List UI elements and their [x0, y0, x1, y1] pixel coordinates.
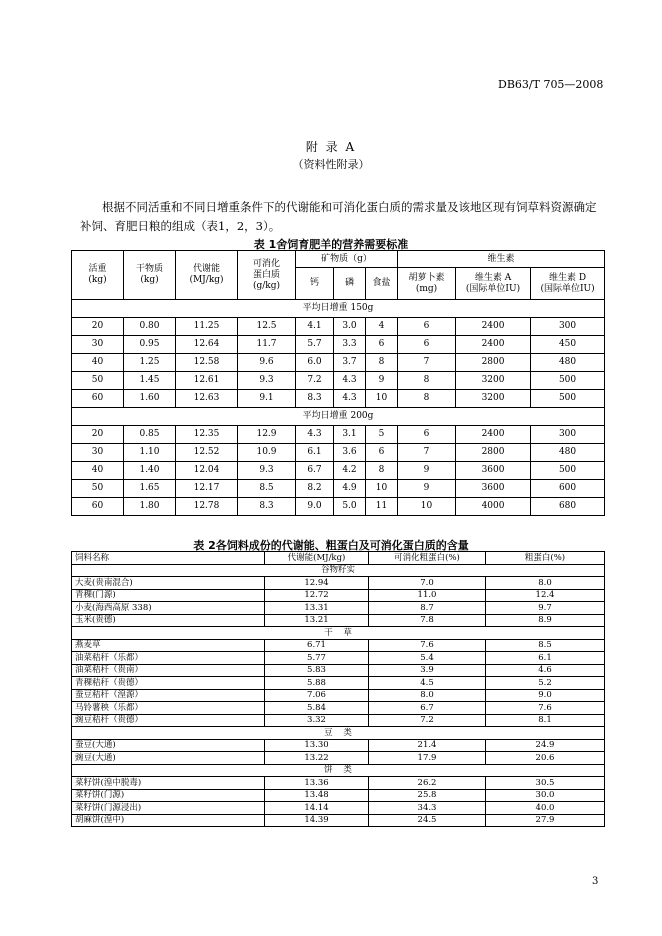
feed-name-cell: 青稞(门源)	[72, 589, 265, 602]
appendix-title: 附 录 A	[305, 140, 357, 154]
table-cell: 8	[366, 462, 398, 480]
feed-name-cell: 油菜秸秆（乐都）	[72, 652, 265, 665]
table-cell: 40	[72, 354, 124, 372]
table-cell: 5.84	[265, 702, 369, 715]
table-cell: 20	[72, 426, 124, 444]
table-cell: 3.7	[334, 354, 366, 372]
appendix-subtitle: （资料性附录）	[292, 158, 370, 171]
table-cell: 8.2	[296, 480, 334, 498]
feed-name-cell: 玉米(贵德)	[72, 614, 265, 627]
feed-name-cell: 小麦(海西高原 338)	[72, 602, 265, 615]
table-cell: 10	[366, 390, 398, 408]
table-cell: 7.0	[369, 577, 486, 590]
intro-paragraph: 根据不同活重和不同日增重条件下的代谢能和可消化蛋白质的需求量及该地区现有饲草料资源确定补饲、育肥日粮的组成（表1，2，3）。	[80, 200, 597, 233]
table-cell: 3600	[456, 480, 531, 498]
table-row	[72, 480, 605, 498]
table-row	[72, 390, 605, 408]
table-cell: 300	[531, 318, 605, 336]
table-cell: 7.6	[486, 702, 605, 715]
table-cell: 4000	[456, 498, 531, 516]
table-cell: 5.7	[296, 336, 334, 354]
table-cell: 8	[366, 354, 398, 372]
table-cell: 6.1	[486, 652, 605, 665]
header-minerals: 矿物质（g）	[296, 251, 398, 268]
table-cell: 6.7	[369, 702, 486, 715]
header-digestible-crude-protein: 可消化粗蛋白(%)	[369, 552, 486, 565]
table-cell: 3.3	[334, 336, 366, 354]
table-cell: 40	[72, 462, 124, 480]
table-cell: 500	[531, 462, 605, 480]
header-crude-protein: 粗蛋白(%)	[486, 552, 605, 565]
table-row	[72, 614, 605, 627]
table-cell: 13.31	[265, 602, 369, 615]
table-cell: 12.35	[176, 426, 238, 444]
table-cell: 30	[72, 444, 124, 462]
table-cell: 3.1	[334, 426, 366, 444]
table-cell: 8.0	[486, 577, 605, 590]
table1-caption: 表 1舍饲育肥羊的营养需要标准	[253, 238, 409, 251]
table-row	[72, 577, 605, 590]
table-cell: 8.5	[486, 639, 605, 652]
header-metabolizable-energy: 代谢能 (MJ/kg)	[176, 251, 238, 300]
table-cell: 11	[366, 498, 398, 516]
feed-name-cell: 蚕豆(大通)	[72, 739, 265, 752]
table-cell: 5.77	[265, 652, 369, 665]
table-cell: 0.80	[124, 318, 176, 336]
table-cell: 10	[398, 498, 456, 516]
table-cell: 9	[398, 480, 456, 498]
header-vitamins: 维生素	[398, 251, 605, 268]
table2-caption: 表 2各饲料成份的代谢能、粗蛋白及可消化蛋白质的含量	[193, 539, 469, 552]
table-cell: 4.2	[334, 462, 366, 480]
table-cell: 50	[72, 480, 124, 498]
table-row	[72, 814, 605, 827]
table-row	[72, 426, 605, 444]
table-row	[72, 714, 605, 727]
table-cell: 5.2	[486, 677, 605, 690]
table-cell: 5.4	[369, 652, 486, 665]
table-cell: 8.9	[486, 614, 605, 627]
table-cell: 3.6	[334, 444, 366, 462]
table-cell: 12.9	[238, 426, 296, 444]
feed-name-cell: 燕麦草	[72, 639, 265, 652]
table-cell: 600	[531, 480, 605, 498]
header-phosphorus: 磷	[334, 268, 366, 300]
table-cell: 6.7	[296, 462, 334, 480]
table-cell: 4.1	[296, 318, 334, 336]
table-cell: 2400	[456, 318, 531, 336]
table-row	[72, 498, 605, 516]
table-cell: 12.52	[176, 444, 238, 462]
feed-name-cell: 马铃薯秧（乐都）	[72, 702, 265, 715]
table-cell: 12.64	[176, 336, 238, 354]
rows-gain-200	[72, 426, 605, 516]
header-energy: 代谢能(MJ/kg)	[265, 552, 369, 565]
header-feed-name: 饲料名称	[72, 552, 265, 565]
table-cell: 13.30	[265, 739, 369, 752]
header-digestible-protein: 可消化 蛋白质 (g/kg)	[238, 251, 296, 300]
header-vitamin-d: 维生素 D (国际单位IU)	[531, 268, 605, 300]
feed-group-title: 干 草	[72, 627, 605, 640]
table-cell: 9.6	[238, 354, 296, 372]
section-gain-200: 平均日增重 200g	[72, 408, 605, 426]
table-cell: 7.6	[369, 639, 486, 652]
feed-composition-table	[71, 551, 605, 827]
table-cell: 3.9	[369, 664, 486, 677]
feed-group-title: 豆 类	[72, 727, 605, 740]
feed-name-cell: 蚕豆秸秆（湟源）	[72, 689, 265, 702]
table-cell: 12.04	[176, 462, 238, 480]
table-cell: 12.94	[265, 577, 369, 590]
table-cell: 60	[72, 390, 124, 408]
table-cell: 30	[72, 336, 124, 354]
table-cell: 9.1	[238, 390, 296, 408]
table-cell: 12.63	[176, 390, 238, 408]
table-cell: 12.78	[176, 498, 238, 516]
table-cell: 1.80	[124, 498, 176, 516]
table-row	[72, 664, 605, 677]
table-cell: 6	[366, 336, 398, 354]
table-row	[72, 372, 605, 390]
table-cell: 7.2	[296, 372, 334, 390]
feed-name-cell: 菜籽饼(湟中脱毒)	[72, 777, 265, 790]
table-cell: 8.7	[369, 602, 486, 615]
table-cell: 9.0	[486, 689, 605, 702]
table-cell: 27.9	[486, 814, 605, 827]
table-cell: 11.7	[238, 336, 296, 354]
feed-name-cell: 青稞秸秆（贵德）	[72, 677, 265, 690]
table-cell: 4.3	[296, 426, 334, 444]
table-cell: 5.88	[265, 677, 369, 690]
feed-name-cell: 菜籽饼(门源)	[72, 789, 265, 802]
table-cell: 8.5	[238, 480, 296, 498]
table-cell: 12.4	[486, 589, 605, 602]
table-cell: 11.0	[369, 589, 486, 602]
table-cell: 12.5	[238, 318, 296, 336]
table-cell: 4.3	[334, 372, 366, 390]
feed-rows	[72, 564, 605, 827]
table-cell: 14.39	[265, 814, 369, 827]
table-cell: 3600	[456, 462, 531, 480]
table-row	[72, 689, 605, 702]
table-cell: 4.5	[369, 677, 486, 690]
table-cell: 4.3	[334, 390, 366, 408]
table-cell: 1.40	[124, 462, 176, 480]
feed-name-cell: 菜籽饼(门源浸出)	[72, 802, 265, 815]
table-cell: 8.0	[369, 689, 486, 702]
table-row	[72, 336, 605, 354]
section-gain-150: 平均日增重 150g	[72, 300, 605, 318]
table-cell: 40.0	[486, 802, 605, 815]
table-cell: 6	[398, 318, 456, 336]
table-row	[72, 652, 605, 665]
table-cell: 7	[398, 354, 456, 372]
rows-gain-150	[72, 318, 605, 408]
table-cell: 500	[531, 390, 605, 408]
table-cell: 6	[398, 426, 456, 444]
table-cell: 25.8	[369, 789, 486, 802]
table-row	[72, 354, 605, 372]
table-cell: 12.61	[176, 372, 238, 390]
table-cell: 6.1	[296, 444, 334, 462]
feed-name-cell: 豌豆秸秆（贵德）	[72, 714, 265, 727]
table-cell: 34.3	[369, 802, 486, 815]
table-cell: 10.9	[238, 444, 296, 462]
table-cell: 7.2	[369, 714, 486, 727]
table-cell: 4	[366, 318, 398, 336]
table-cell: 680	[531, 498, 605, 516]
header-salt: 食盐	[366, 268, 398, 300]
table-cell: 4.6	[486, 664, 605, 677]
table-cell: 8.3	[238, 498, 296, 516]
table-row	[72, 318, 605, 336]
table-cell: 12.58	[176, 354, 238, 372]
feed-name-cell: 大麦(贵南混合)	[72, 577, 265, 590]
table-cell: 12.17	[176, 480, 238, 498]
feed-name-cell: 油菜秸秆（贵南）	[72, 664, 265, 677]
table-cell: 300	[531, 426, 605, 444]
table-cell: 2400	[456, 336, 531, 354]
table-cell: 5.83	[265, 664, 369, 677]
table-cell: 1.25	[124, 354, 176, 372]
header-carotene: 胡萝卜素 (mg)	[398, 268, 456, 300]
table-row	[72, 589, 605, 602]
page-number: 3	[592, 876, 599, 887]
table-cell: 24.9	[486, 739, 605, 752]
table-cell: 8.1	[486, 714, 605, 727]
table-cell: 500	[531, 372, 605, 390]
table-cell: 1.65	[124, 480, 176, 498]
table-row	[72, 789, 605, 802]
table-row	[72, 752, 605, 765]
table-row	[72, 602, 605, 615]
table-cell: 13.48	[265, 789, 369, 802]
table-cell: 1.60	[124, 390, 176, 408]
header-calcium: 钙	[296, 268, 334, 300]
table-cell: 1.10	[124, 444, 176, 462]
table-cell: 20.6	[486, 752, 605, 765]
table-cell: 26.2	[369, 777, 486, 790]
header-vitamin-a: 维生素 A (国际单位IU)	[456, 268, 531, 300]
table-cell: 3200	[456, 390, 531, 408]
table-cell: 2800	[456, 444, 531, 462]
table-cell: 7	[398, 444, 456, 462]
feed-name-cell: 豌豆(大通)	[72, 752, 265, 765]
table-cell: 4.9	[334, 480, 366, 498]
feed-group-title: 谷物籽实	[72, 564, 605, 577]
table-cell: 480	[531, 354, 605, 372]
table-cell: 5	[366, 426, 398, 444]
table-row	[72, 462, 605, 480]
header-dry-matter: 干物质 (kg)	[124, 251, 176, 300]
table-cell: 13.22	[265, 752, 369, 765]
table-cell: 0.95	[124, 336, 176, 354]
table-cell: 21.4	[369, 739, 486, 752]
table-row	[72, 677, 605, 690]
table-row	[72, 739, 605, 752]
table-cell: 9	[366, 372, 398, 390]
table-cell: 6	[366, 444, 398, 462]
table-cell: 11.25	[176, 318, 238, 336]
table-cell: 2400	[456, 426, 531, 444]
table-row	[72, 802, 605, 815]
table-cell: 50	[72, 372, 124, 390]
table-cell: 60	[72, 498, 124, 516]
table-cell: 6	[398, 336, 456, 354]
table-cell: 9.0	[296, 498, 334, 516]
table-cell: 480	[531, 444, 605, 462]
table-cell: 10	[366, 480, 398, 498]
table-cell: 6.71	[265, 639, 369, 652]
table-cell: 7.8	[369, 614, 486, 627]
table-cell: 9.3	[238, 372, 296, 390]
table-cell: 2800	[456, 354, 531, 372]
table-cell: 12.72	[265, 589, 369, 602]
table-row	[72, 777, 605, 790]
table-cell: 6.0	[296, 354, 334, 372]
table-cell: 8	[398, 372, 456, 390]
table-cell: 20	[72, 318, 124, 336]
table-cell: 9	[398, 462, 456, 480]
table-cell: 3.32	[265, 714, 369, 727]
table-cell: 24.5	[369, 814, 486, 827]
table-cell: 13.21	[265, 614, 369, 627]
table-row	[72, 702, 605, 715]
table-cell: 13.36	[265, 777, 369, 790]
table-cell: 30.0	[486, 789, 605, 802]
table-cell: 9.3	[238, 462, 296, 480]
header-weight: 活重 (kg)	[72, 251, 124, 300]
table-row	[72, 444, 605, 462]
table-cell: 17.9	[369, 752, 486, 765]
table-cell: 3200	[456, 372, 531, 390]
table-cell: 8	[398, 390, 456, 408]
document-code: DB63/T 705—2008	[498, 78, 604, 91]
nutrition-standard-table	[71, 250, 605, 516]
feed-name-cell: 胡麻饼(湟中)	[72, 814, 265, 827]
table-cell: 7.06	[265, 689, 369, 702]
table-cell: 3.0	[334, 318, 366, 336]
table-cell: 0.85	[124, 426, 176, 444]
table-cell: 450	[531, 336, 605, 354]
table-cell: 14.14	[265, 802, 369, 815]
table-row	[72, 639, 605, 652]
table-cell: 5.0	[334, 498, 366, 516]
table-cell: 1.45	[124, 372, 176, 390]
table-cell: 9.7	[486, 602, 605, 615]
feed-group-title: 饼 类	[72, 764, 605, 777]
table-cell: 30.5	[486, 777, 605, 790]
table-cell: 8.3	[296, 390, 334, 408]
